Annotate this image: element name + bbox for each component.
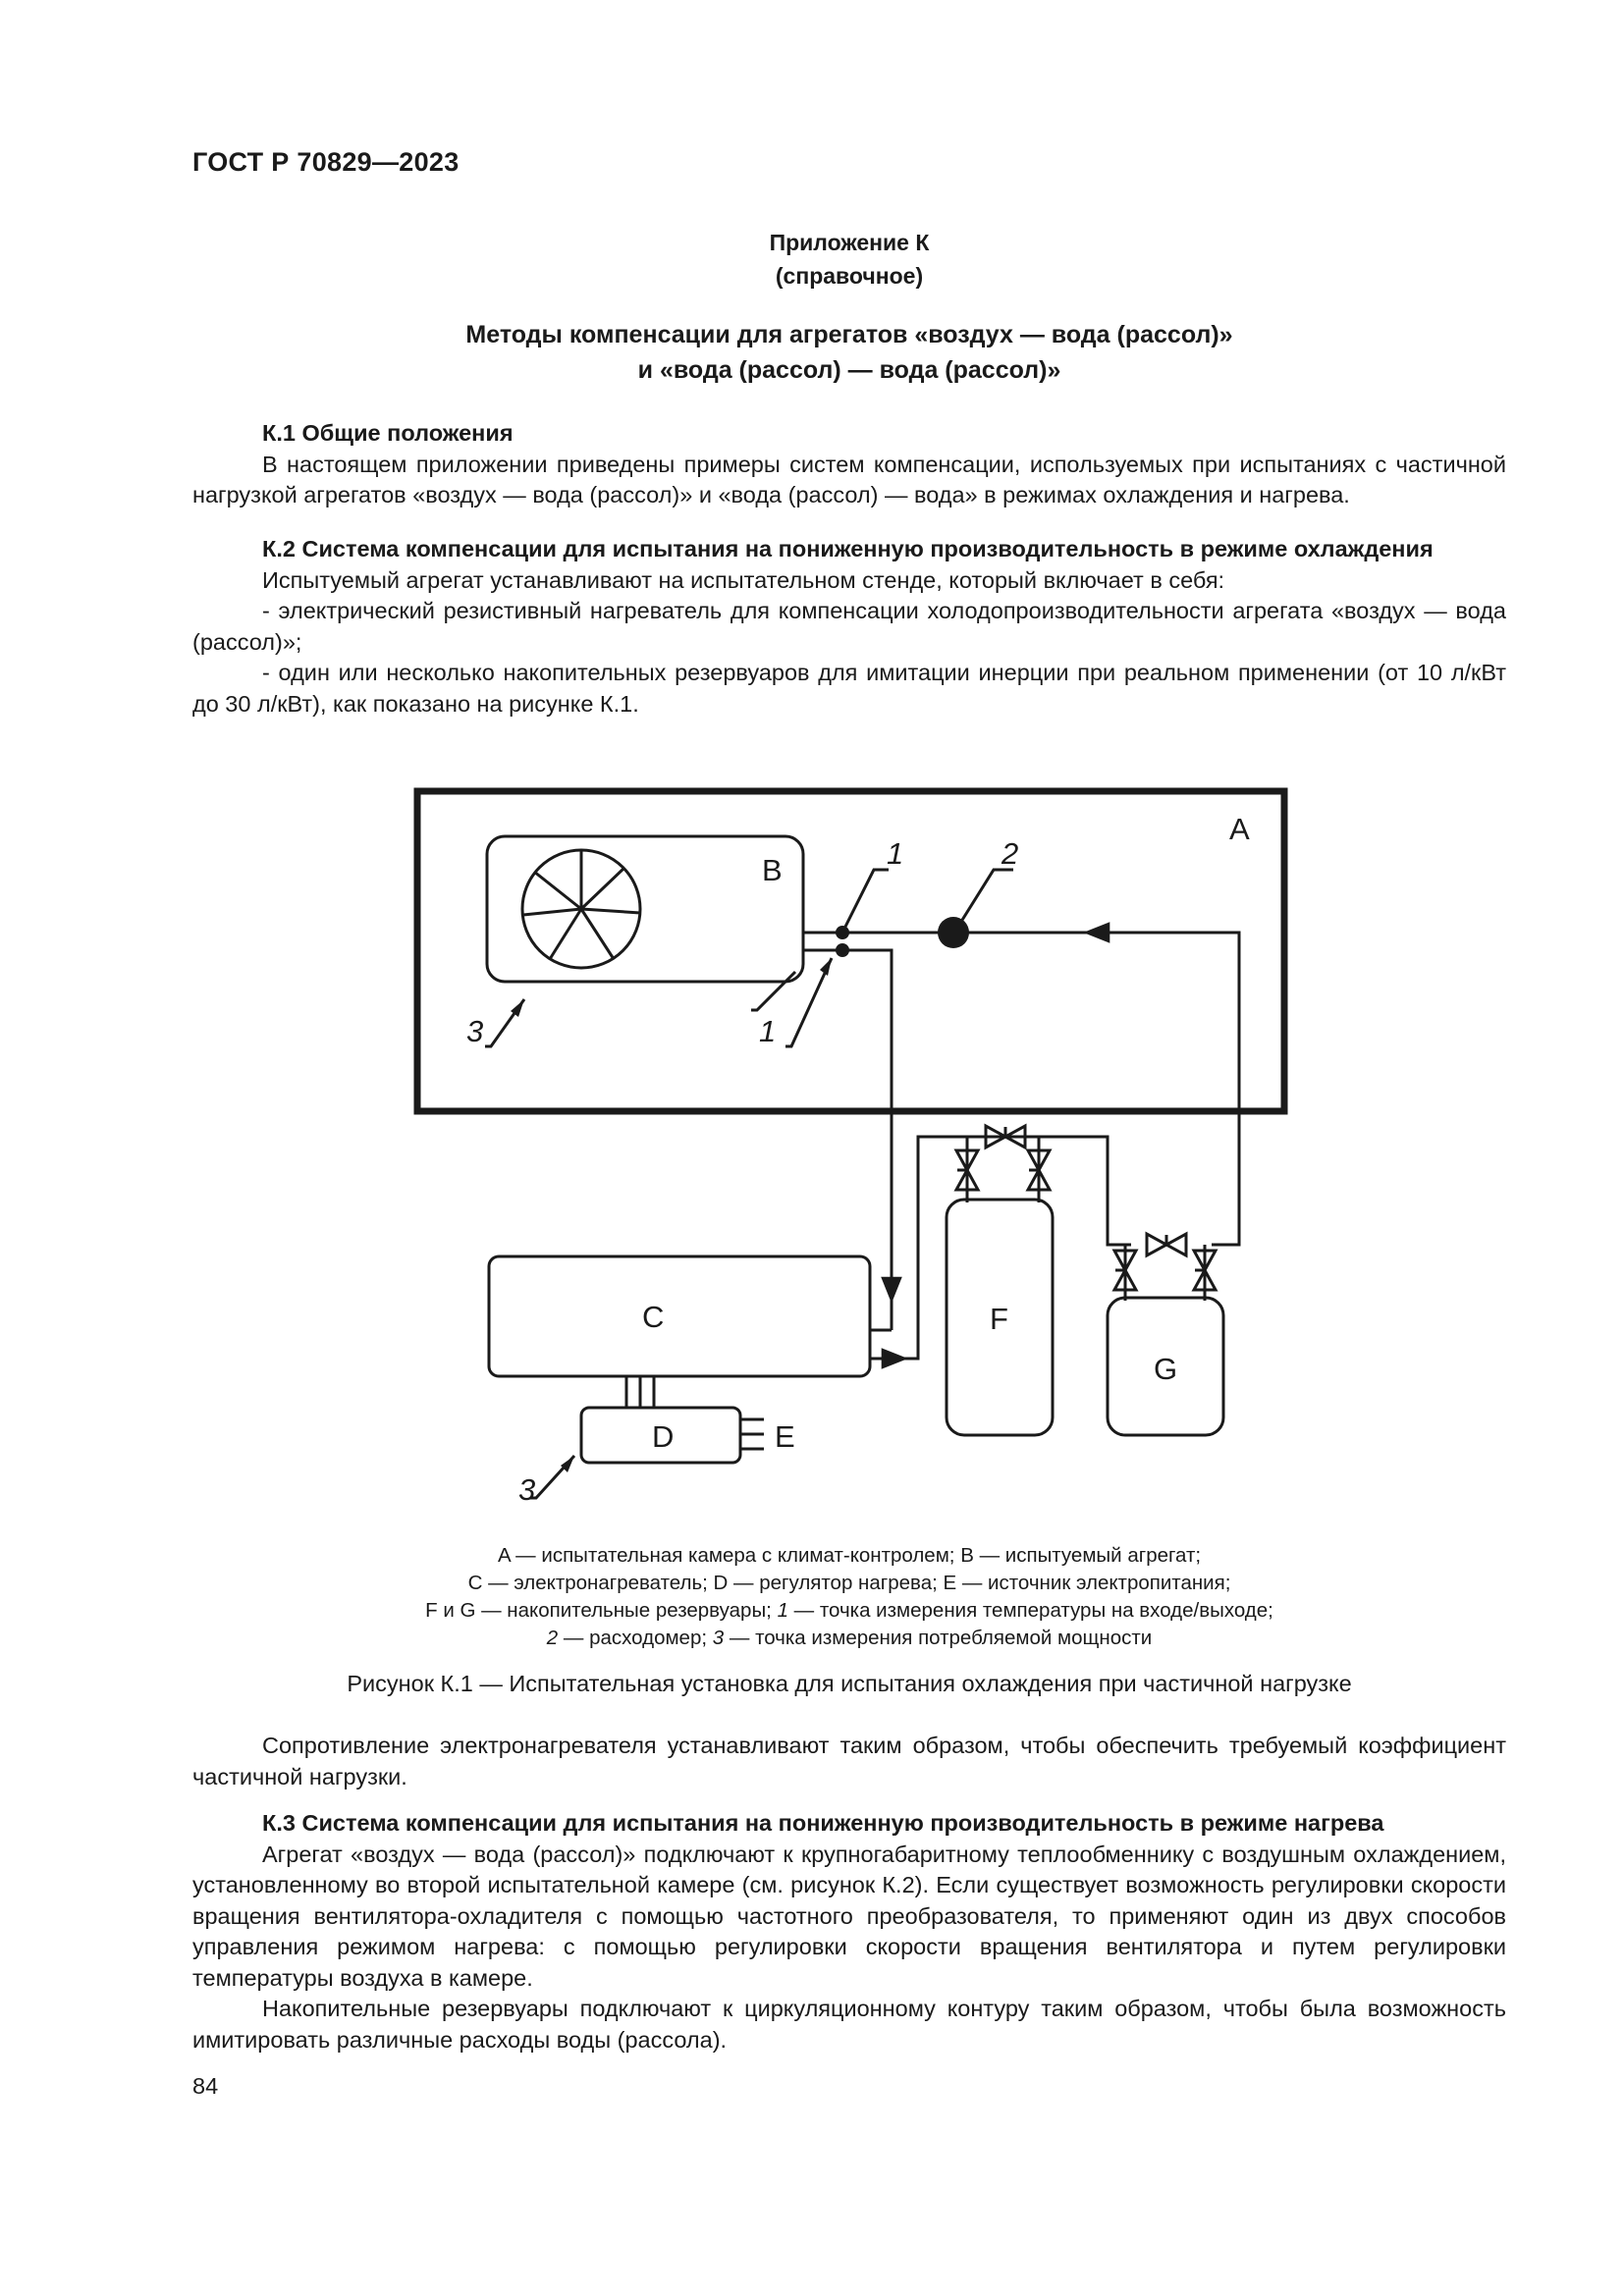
after-figure-text	[192, 1731, 1506, 1792]
legend-number: 2	[546, 1627, 559, 1649]
appendix-label: Приложение К	[769, 230, 930, 255]
temperature-point-1	[836, 943, 849, 957]
legend-text: — расходомер;	[558, 1627, 713, 1649]
section-k3	[192, 1808, 1506, 2056]
tested-unit-b	[487, 836, 803, 982]
valve-icon	[1147, 1234, 1186, 1255]
appendix-status: (справочное)	[775, 263, 924, 289]
section-k1-paragraph: В настоящем приложении приведены примеры систем компенсации, используемых при испытаниях с частичной нагрузкой агрегатов «воздух — вода (рассол)» и «вода (рассол) — вода» в режимах охлаждения и нагрева.	[192, 451, 1506, 507]
legend-line-4	[192, 1625, 1506, 1652]
label-1-lower: 1	[759, 1014, 777, 1048]
section-k2-list-item-2: - один или несколько накопительных резервуаров для имитации инерции при реальном применении (от 10 л/кВт до 30 л/кВт), как показано на рисунке К.1.	[192, 660, 1506, 717]
flowmeter-2	[938, 917, 969, 948]
section-k3-paragraph-2: Накопительные резервуары подключают к циркуляционному контуру таким образом, чтобы была возможность имитировать различные расходы воды (рассола).	[192, 1996, 1506, 2053]
section-k2-heading: К.2 Система компенсации для испытания на пониженную производительность в режиме охлаждения	[262, 536, 1434, 561]
figure-legend	[192, 1542, 1506, 1652]
legend-text: F и G — накопительные резервуары;	[425, 1599, 778, 1622]
document-header: ГОСТ Р 70829—2023	[192, 147, 460, 177]
figure-caption: Рисунок К.1 — Испытательная установка для испытания охлаждения при частичной нагрузке	[347, 1671, 1352, 1696]
leader-arrow	[820, 958, 832, 976]
fan-icon	[522, 850, 640, 968]
legend-number: 3	[712, 1627, 725, 1649]
section-k1-heading: К.1 Общие положения	[262, 420, 514, 446]
label-2: 2	[1001, 836, 1019, 871]
supply-pipe	[803, 950, 892, 1330]
legend-line-2: C — электронагреватель; D — регулятор нагрева; E — источник электропитания;	[467, 1572, 1231, 1594]
label-b: B	[762, 853, 783, 887]
legend-text: — точка измерения температуры на входе/выходе;	[787, 1599, 1273, 1622]
legend-number: 1	[777, 1599, 788, 1622]
label-f: F	[990, 1302, 1008, 1336]
temperature-point-1	[836, 926, 849, 939]
label-1-upper: 1	[887, 836, 904, 871]
label-c: C	[642, 1300, 665, 1334]
section-k3-heading: К.3 Система компенсации для испытания на пониженную производительность в режиме нагрева	[262, 1810, 1384, 1836]
label-d: D	[652, 1419, 675, 1454]
appendix-title-line1: Методы компенсации для агрегатов «воздух — вода (рассол)»	[465, 321, 1233, 348]
label-e: E	[775, 1419, 795, 1454]
leader-line-1	[751, 972, 795, 1010]
legend-line-1: A — испытательная камера с климат-контролем; B — испытуемый агрегат;	[497, 1544, 1202, 1567]
electric-heater-c	[489, 1256, 870, 1376]
section-k2-paragraph-1: Испытуемый агрегат устанавливают на испытательном стенде, который включает в себя:	[262, 566, 1225, 593]
page-number: 84	[192, 2073, 219, 2099]
label-g: G	[1154, 1352, 1178, 1386]
section-k2-list-item-1: - электрический резистивный нагреватель для компенсации холодопроизводительности агрегата «воздух — вода (рассол)»;	[192, 598, 1506, 655]
leader-line-1-upper	[842, 870, 889, 933]
appendix-title-line2: и «вода (рассол) — вода (рассол)»	[637, 356, 1061, 384]
section-k3-paragraph-1: Агрегат «воздух — вода (рассол)» подключают к крупногабаритному теплообменнику с воздушным охлаждением, установленному во второй испытательной камере (см. рисунок К.2). Если существует возможность регулировки скорости вращения вентилятора-охладителя с помощью частотного преобразователя, то применяют один из двух способов управления режимом нагрева: с помощью регулировки скорости вращения вентилятора и путем регулировки температуры воздуха в камере.	[192, 1841, 1506, 1991]
return-pipe	[803, 933, 1239, 1245]
legend-line-3	[192, 1597, 1506, 1625]
label-a: A	[1229, 812, 1250, 846]
after-figure-paragraph: Сопротивление электронагревателя устанавливают таким образом, чтобы обеспечить требуемый коэффициент частичной нагрузки.	[192, 1733, 1506, 1789]
label-3-lower: 3	[518, 1472, 536, 1507]
legend-text: — точка измерения потребляемой мощности	[724, 1627, 1153, 1649]
label-3: 3	[466, 1014, 484, 1048]
